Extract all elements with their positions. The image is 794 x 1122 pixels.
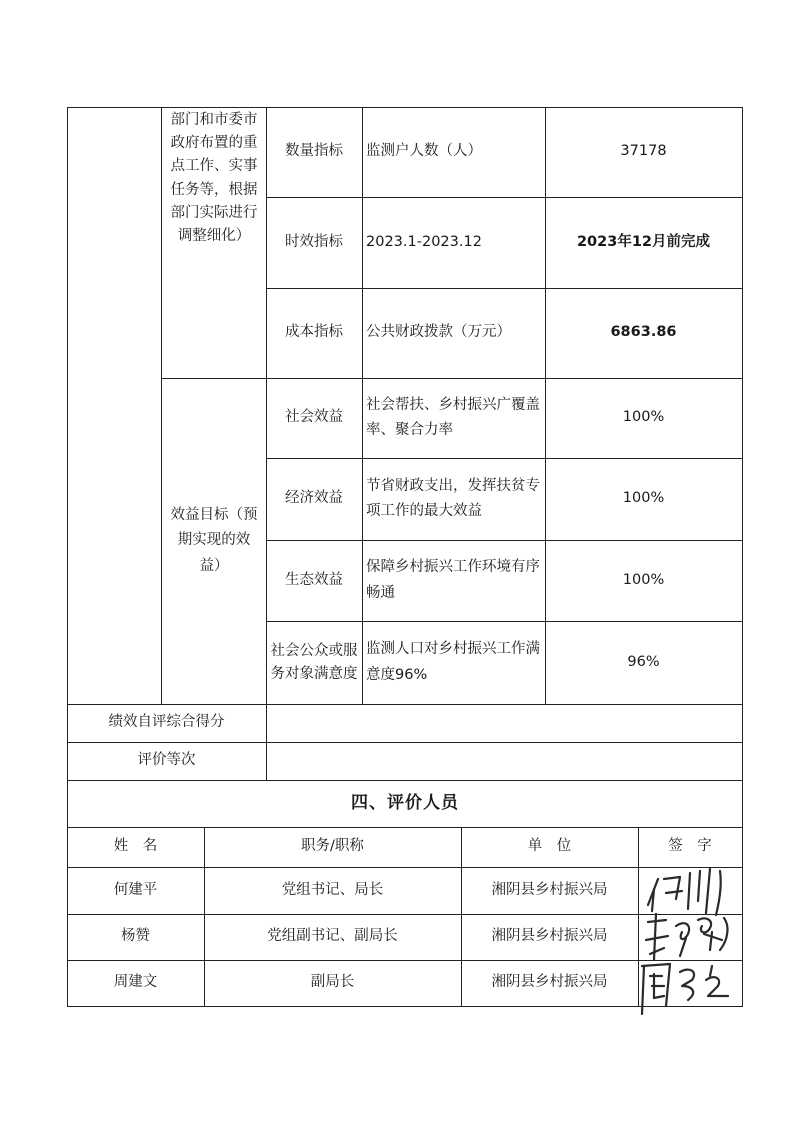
- category-note-text: 部门和市委市政府布置的重点工作、实事任务等，根据部门实际进行调整细化）: [170, 112, 258, 244]
- benefit-item-ecological: 保障乡村振兴工作环境有序畅通: [366, 559, 540, 601]
- self-score-label: 绩效自评综合得分: [108, 714, 225, 731]
- section-title: 四、评价人员: [351, 792, 459, 813]
- header-name: 姓 名: [113, 838, 158, 855]
- indicator-value-cost: 6863.86: [610, 324, 677, 341]
- indicator-value-timeliness: 2023年12月前完成: [576, 233, 711, 250]
- indicator-item-timeliness: 2023.1-2023.12: [366, 233, 482, 250]
- benefit-type-satisfaction: 社会公众或服务对象满意度: [270, 643, 358, 682]
- header-title: 职务/职称: [301, 838, 364, 855]
- header-sign: 签 字: [668, 838, 712, 855]
- benefit-value-social: 100%: [622, 409, 665, 426]
- evaluator-name: 杨赞: [121, 928, 150, 945]
- benefit-value-ecological: 100%: [622, 571, 665, 588]
- evaluator-name: 何建平: [113, 881, 158, 898]
- grade-value: [266, 742, 742, 780]
- indicator-type-cost: 成本指标: [285, 324, 343, 341]
- evaluator-unit: 湘阴县乡村振兴局: [491, 881, 608, 898]
- indicator-type-timeliness: 时效指标: [285, 233, 343, 250]
- indicator-item-quantity: 监测户人数（人）: [366, 143, 482, 160]
- evaluator-unit: 湘阴县乡村振兴局: [491, 928, 608, 945]
- evaluator-unit: 湘阴县乡村振兴局: [491, 974, 608, 991]
- evaluator-name: 周建文: [113, 974, 158, 991]
- benefit-value-economic: 100%: [622, 490, 665, 507]
- category-note: [166, 107, 262, 272]
- benefit-type-economic: 经济效益: [285, 490, 343, 507]
- benefit-item-social: 社会帮扶、乡村振兴广覆盖率、聚合力率: [366, 396, 540, 438]
- indicator-type-quantity: 数量指标: [285, 143, 343, 160]
- header-unit: 单 位: [527, 838, 572, 855]
- indicator-item-cost: 公共财政拨款（万元）: [366, 324, 511, 341]
- self-score-value: [266, 704, 742, 742]
- evaluator-title: 党组副书记、副局长: [267, 928, 398, 945]
- evaluator-title: 党组书记、局长: [281, 881, 384, 898]
- signature-3: [636, 956, 742, 1016]
- benefit-item-satisfaction: 监测人口对乡村振兴工作满意度96%: [366, 641, 540, 683]
- benefit-item-economic: 节省财政支出，发挥扶贫专项工作的最大效益: [366, 477, 540, 519]
- grade-label: 评价等次: [137, 752, 196, 769]
- benefit-type-ecological: 生态效益: [285, 571, 343, 588]
- benefit-value-satisfaction: 96%: [627, 653, 660, 670]
- benefit-category: 效益目标（预期实现的效益）: [170, 506, 258, 574]
- benefit-type-social: 社会效益: [285, 409, 343, 426]
- evaluator-title: 副局长: [310, 974, 355, 991]
- indicator-value-quantity: 37178: [620, 143, 667, 160]
